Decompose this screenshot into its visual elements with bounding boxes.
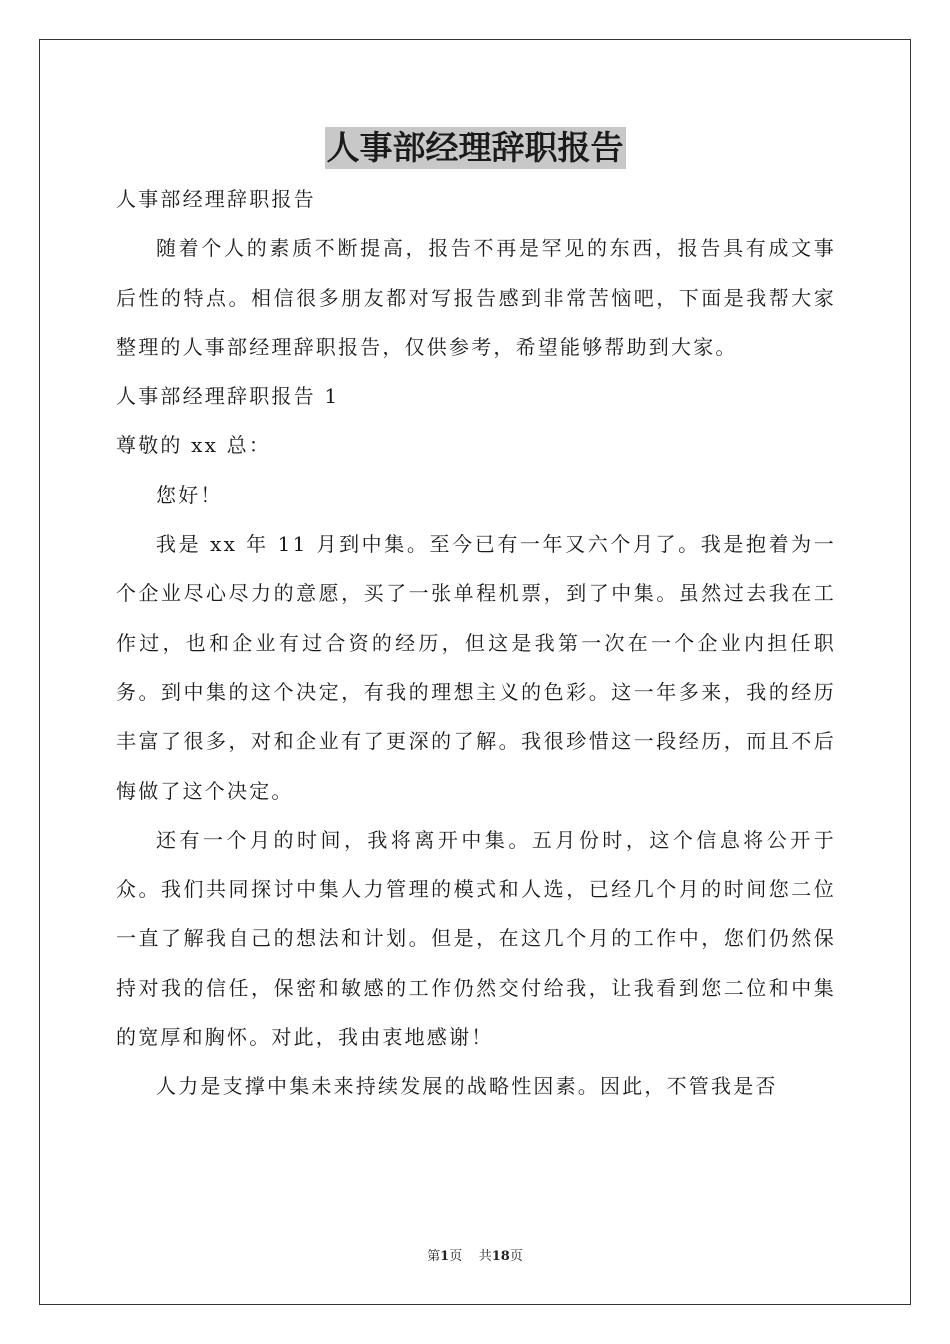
document-body	[116, 175, 836, 1112]
paragraph: 还有一个月的时间，我将离开中集。五月份时，这个信息将公开于众。我们共同探讨中集人力管理的模式和人选，已经几个月的时间您二位一直了解我自己的想法和计划。但是，在这几个月的工作中，您们仍然保持对我的信任，保密和敏感的工作仍然交付给我，让我看到您二位和中集的宽厚和胸怀。对此，我由衷地感谢！	[116, 827, 836, 1050]
title-area	[0, 127, 950, 169]
total-unit: 页	[509, 1249, 523, 1264]
total-prefix: 共	[478, 1249, 492, 1264]
paragraph: 人事部经理辞职报告	[116, 187, 316, 211]
page-footer	[0, 1248, 950, 1266]
page-unit: 页	[449, 1249, 463, 1264]
paragraph: 您好！	[156, 482, 223, 507]
paragraph: 人事部经理辞职报告 1	[116, 384, 340, 409]
paragraph: 人力是支撑中集未来持续发展的战略性因素。因此，不管我是否	[156, 1074, 778, 1099]
paragraph: 随着个人的素质不断提高，报告不再是罕见的东西，报告具有成文事后性的特点。相信很多朋友都对写报告感到非常苦恼吧，下面是我帮大家整理的人事部经理辞职报告，仅供参考，希望能够帮助到大家。	[116, 236, 836, 359]
total-page-count: 18	[491, 1249, 510, 1264]
paragraph: 尊敬的 xx 总：	[116, 433, 272, 458]
current-page-number: 1	[440, 1249, 450, 1264]
page-prefix: 第	[427, 1249, 441, 1264]
paragraph: 我是 xx 年 11 月到中集。至今已有一年又六个月了。我是抱着为一个企业尽心尽力的意愿，买了一张单程机票，到了中集。虽然过去我在工作过，也和企业有过合资的经历，但这是我第一次在一个企业内担任职务。到中集的这个决定，有我的理想主义的色彩。这一年多来，我的经历丰富了很多，对和企业有了更深的了解。我很珍惜这一段经历，而且不后悔做了这个决定。	[116, 532, 836, 803]
document-title: 人事部经理辞职报告	[326, 128, 624, 167]
